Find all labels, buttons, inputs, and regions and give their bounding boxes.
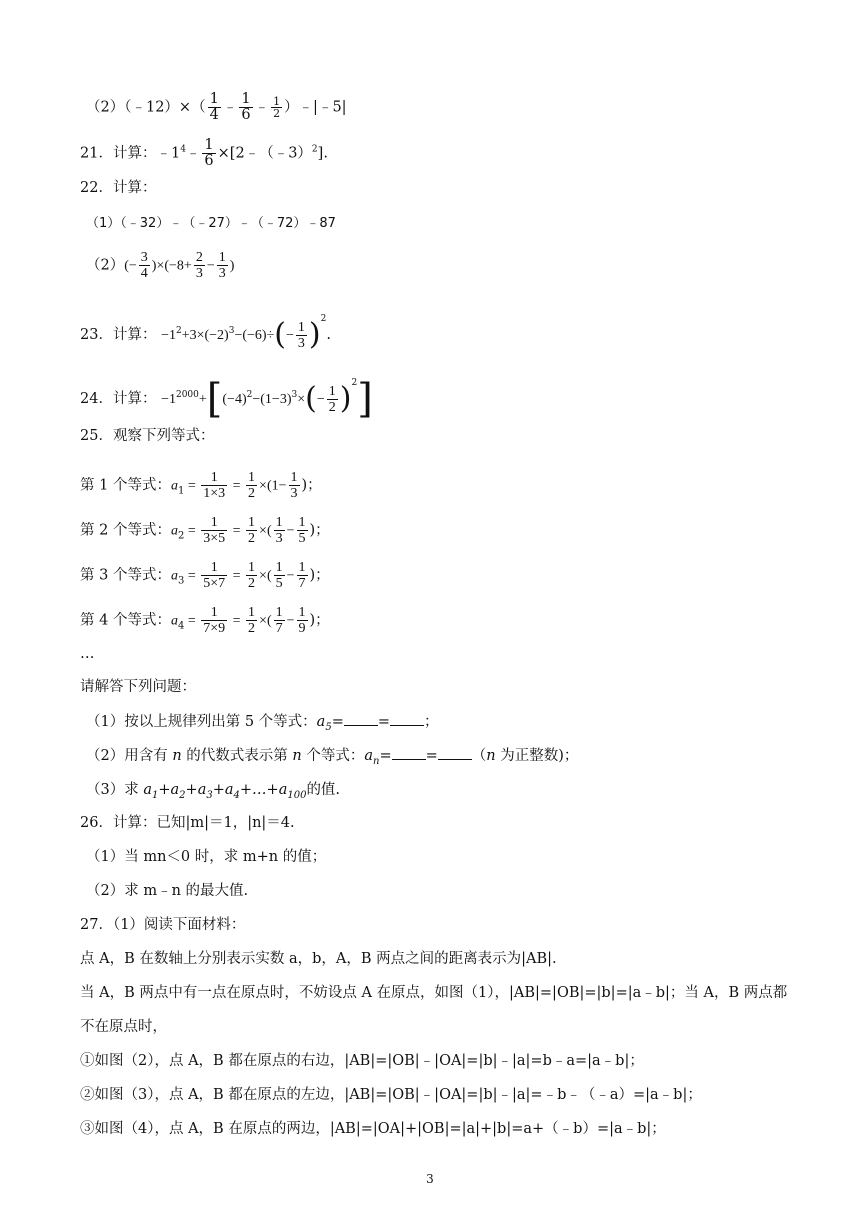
question-prompt: 请解答下列问题： <box>80 679 196 695</box>
question-3: （3）求 $a_1+a_2+a_3+a_4+\dots+a_{100}$的值. <box>86 782 341 801</box>
problem-27-line3: 不在原点时， <box>80 1019 167 1035</box>
problem-27-case2: ②如图（3），点 A，B 都在原点的左边，|AB|=|OB|﹣|OA|=|b|﹣|a|=﹣b﹣（﹣a）=|a﹣b|； <box>80 1087 702 1103</box>
problem-27-case3: ③如图（4），点 A，B 在原点的两边，|AB|=|OA|+|OB|=|a|+|b|=a+（﹣b）=|a﹣b|； <box>80 1121 666 1137</box>
problem-20-part2: （2）（﹣12）×（ $\frac{1}{4}$ ﹣ $\frac{1}{6}$ ﹣ $\frac{1}{2}$ ）﹣|﹣5| <box>86 91 347 123</box>
problem-22-heading: 22．计算： <box>80 180 157 196</box>
problem-26-part1: （1）当 mn＜0 时，求 m+n 的值； <box>86 849 327 865</box>
problem-27-line2: 当 A，B 两点中有一点在原点时，不妨设点 A 在原点，如图（1），|AB|=|OB|=|b|=|a﹣b|；当 A，B 两点都 <box>80 985 788 1001</box>
problem-26: 26．计算：已知|m|＝1，|n|＝4. <box>80 815 295 831</box>
equation-4: 第 4 个等式：$a_4$ = $\frac{1}{7\times 9}$ = $\frac{1}{2}$ ×( $\frac{1}{7}$ − $\frac{1}{9}$ )； <box>80 605 330 636</box>
question-2: （2）用含有 n 的代数式表示第 n 个等式：$a_n= = (n$ 为正整数)； <box>86 748 579 767</box>
page-number: 3 <box>426 1172 434 1186</box>
question-1: （1）按以上规律列出第 5 个等式：$a_5=$ = ； <box>86 714 439 733</box>
problem-23: 23．计算： $-1^2+3\times(-2)^3-(-6)\div(-$ $\frac{1}{3}$ )$^2$. <box>80 314 331 352</box>
answer-blank <box>392 747 426 760</box>
answer-blank <box>344 713 378 726</box>
answer-blank <box>390 713 424 726</box>
problem-27-case1: ①如图（2），点 A，B 都在原点的右边，|AB|=|OB|﹣|OA|=|b|﹣|a|=b﹣a=|a﹣b|； <box>80 1053 644 1069</box>
problem-27: 27．（1）阅读下面材料： <box>80 917 246 933</box>
problem-21: 21．计算：$﹣1^4﹣$ $\frac{1}{6}$ ×[2﹣（﹣3）$^2$]. <box>80 137 328 169</box>
equation-3: 第 3 个等式：$a_3$ = $\frac{1}{5\times 7}$ = $\frac{1}{2}$ ×( $\frac{1}{5}$ − $\frac{1}{7}$ )； <box>80 560 330 591</box>
problem-26-part2: （2）求 m﹣n 的最大值. <box>86 883 249 899</box>
answer-blank <box>438 747 472 760</box>
problem-27-line1: 点 A，B 在数轴上分别表示实数 a，b，A，B 两点之间的距离表示为|AB|. <box>80 951 557 967</box>
problem-25-heading: 25．观察下列等式： <box>80 428 215 444</box>
problem-22-part1: （1）（﹣32）﹣（﹣27）﹣（﹣72）﹣87 <box>86 216 336 231</box>
equation-1: 第 1 个等式：$a_1$ = $\frac{1}{1\times 3}$ = $\frac{1}{2}$ ×(1− $\frac{1}{3}$ )； <box>80 470 322 501</box>
problem-22-part2: （2）(− $\frac{3}{4}$ )×(−8+ $\frac{2}{3}$ − $\frac{1}{3}$ ) <box>86 250 235 281</box>
equation-2: 第 2 个等式：$a_2$ = $\frac{1}{3\times 5}$ = $\frac{1}{2}$ ×( $\frac{1}{3}$ − $\frac{1}{5}$ )； <box>80 515 330 546</box>
ellipsis: … <box>80 646 95 662</box>
problem-24: 24．计算： $-1^{2000}+[(-4)^2-(1-3)^3\times(-$ $\frac{1}{2}$ )$^2$] <box>80 376 373 422</box>
